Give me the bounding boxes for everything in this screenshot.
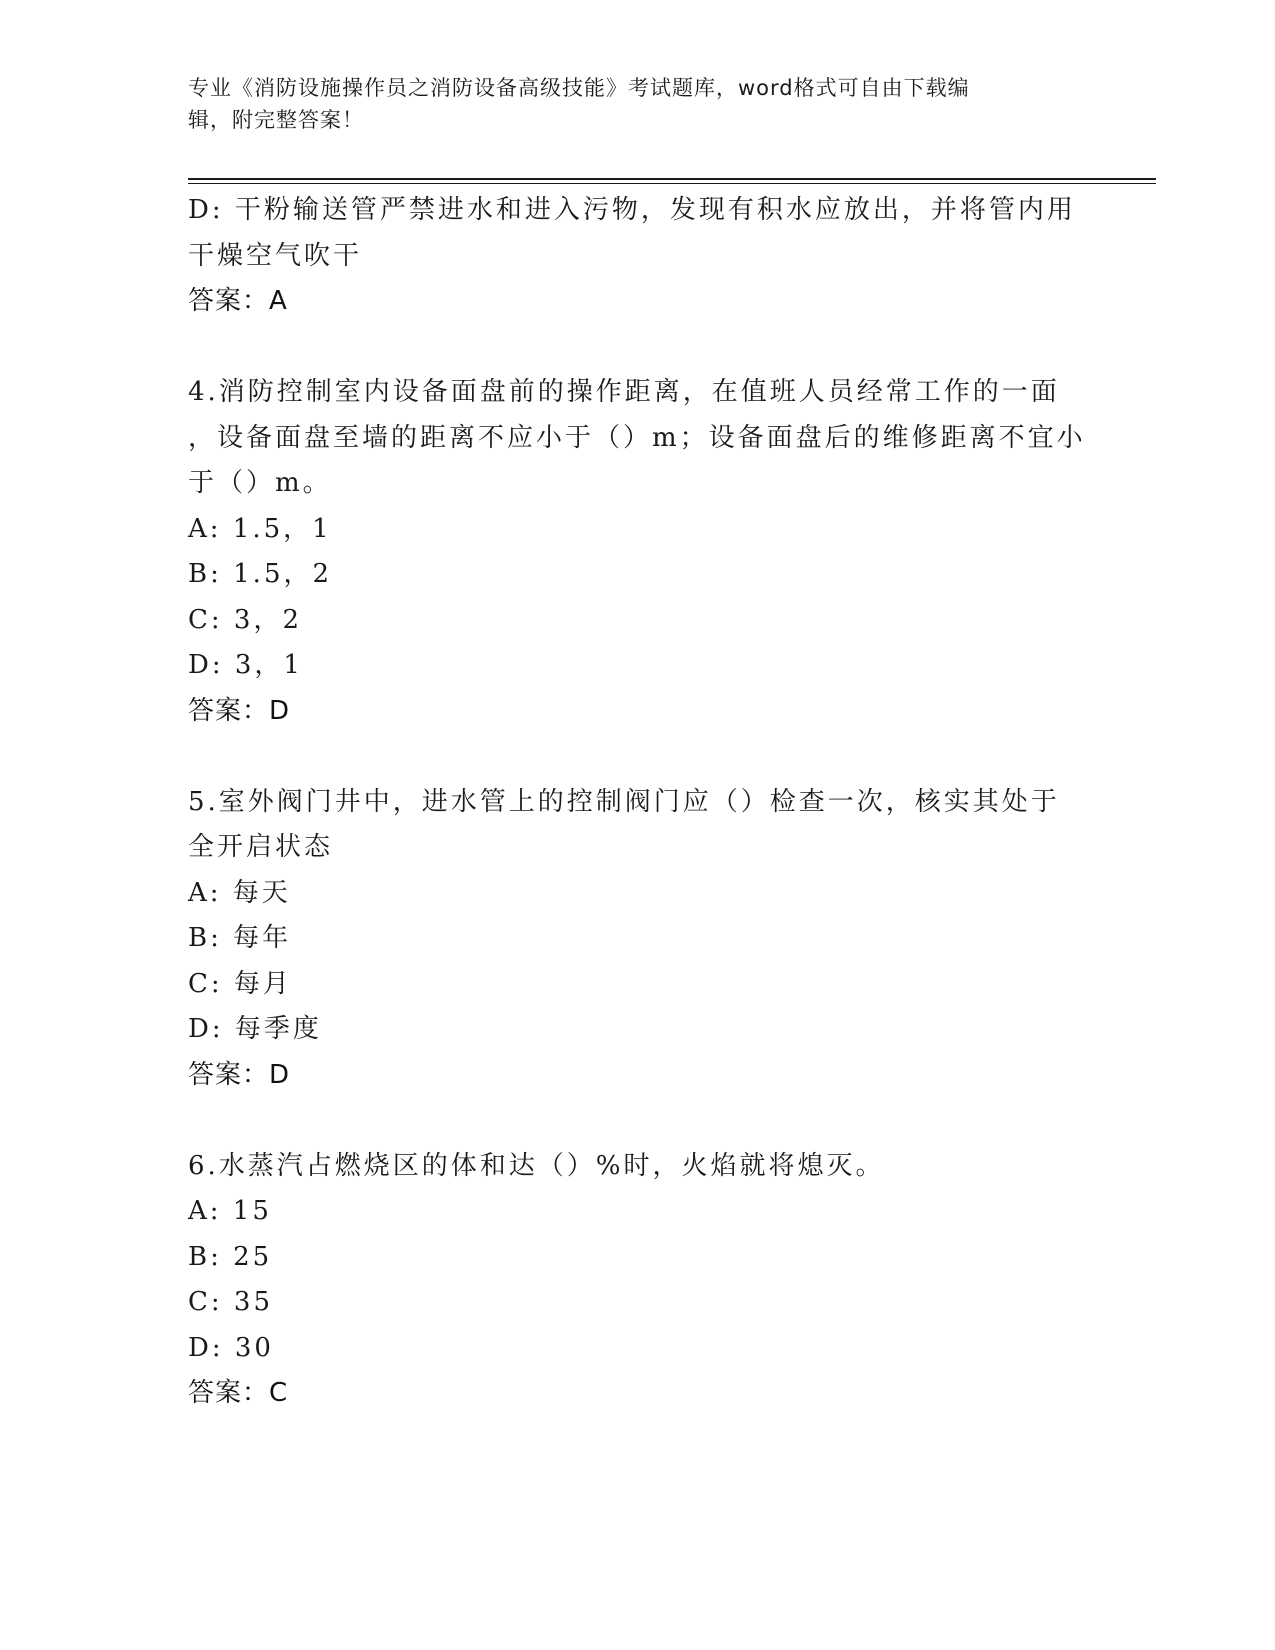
spacer xyxy=(188,325,1088,371)
option-b: B: 25 xyxy=(188,1241,273,1272)
question-5 xyxy=(188,780,1088,1099)
question-stem: 6.水蒸汽占燃烧区的体和达（）%时，火焰就将熄灭。 xyxy=(188,1150,885,1181)
option-b: B: 每年 xyxy=(188,923,292,953)
header-divider-thin xyxy=(188,183,1156,184)
option-c: C: 3，2 xyxy=(188,604,303,635)
option-a: A: 1.5，1 xyxy=(188,513,332,544)
answer-line: 答案：C xyxy=(188,1378,289,1408)
question-stem-continued: ，设备面盘至墙的距离不应小于（）m；设备面盘后的维修距离不宜小 xyxy=(188,422,1086,453)
spacer xyxy=(188,1098,1088,1144)
question-stem: 5.室外阀门井中，进水管上的控制阀门应（）检查一次，核实其处于 xyxy=(188,786,1060,817)
question-stem-continued: 于（）m。 xyxy=(188,468,332,498)
header-line-2: 辑，附完整答案！ xyxy=(188,108,364,132)
option-d: D: 3，1 xyxy=(188,650,303,680)
answer-line: 答案：A xyxy=(188,286,288,316)
question-4 xyxy=(188,370,1088,734)
option-c: C: 每月 xyxy=(188,968,292,999)
spacer xyxy=(188,734,1088,780)
option-c: C: 35 xyxy=(188,1287,274,1317)
option-d: D: 每季度 xyxy=(188,1014,322,1044)
option-d: D: 干粉输送管严禁进水和进入污物，发现有积水应放出，并将管内用 xyxy=(188,195,1076,225)
header-line-1: 专业《消防设施操作员之消防设备高级技能》考试题库，word格式可自由下载编 xyxy=(188,76,970,100)
question-list xyxy=(188,188,1088,1417)
question-stem: 4.消防控制室内设备面盘前的操作距离，在值班人员经常工作的一面 xyxy=(188,377,1060,407)
option-a: A: 15 xyxy=(188,1196,272,1226)
previous-question-tail xyxy=(188,188,1088,325)
answer-line: 答案：D xyxy=(188,1059,291,1090)
header-divider-thick xyxy=(188,178,1156,180)
option-a: A: 每天 xyxy=(188,877,291,908)
option-d-continued: 干燥空气吹干 xyxy=(188,240,363,271)
option-d: D: 30 xyxy=(188,1332,274,1363)
question-stem-continued: 全开启状态 xyxy=(188,832,334,862)
question-6 xyxy=(188,1144,1088,1417)
answer-line: 答案：D xyxy=(188,695,291,726)
option-b: B: 1.5，2 xyxy=(188,559,333,589)
document-header xyxy=(188,72,1068,136)
